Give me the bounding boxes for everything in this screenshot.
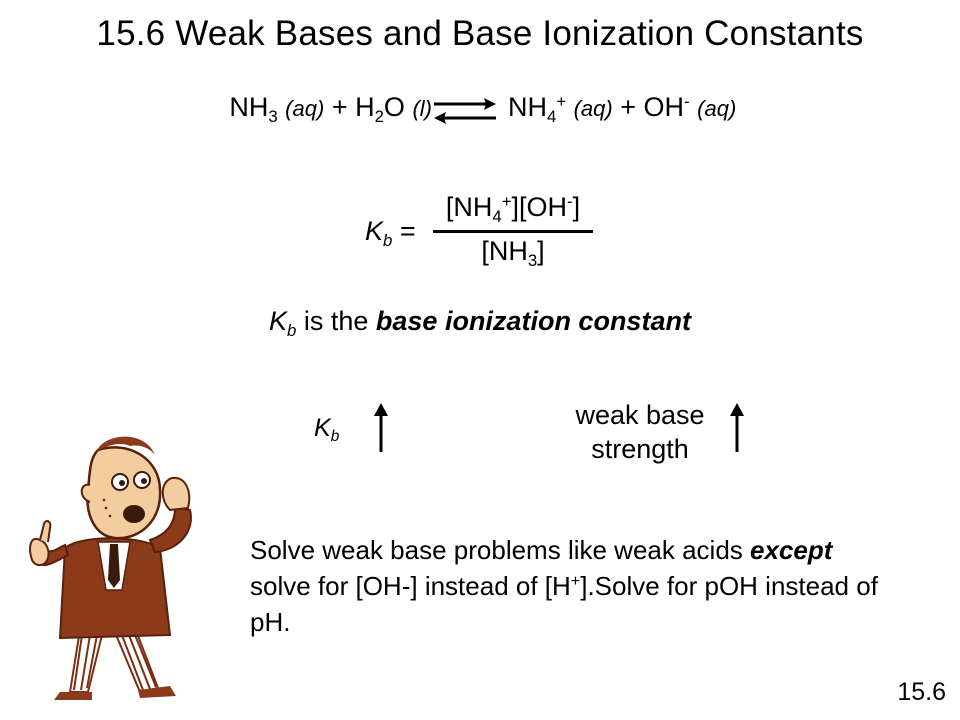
kb-symbol: $K_b$ = [365, 216, 416, 250]
h2o-formula: H [355, 92, 375, 122]
slide-title: 15.6 Weak Bases and Base Ionization Constants [96, 14, 864, 53]
fraction-numerator: $[NH_4^+][OH^-]$ [445, 191, 581, 226]
shouting-man-illustration [10, 430, 240, 705]
solve-instructions: Solve weak base problems like weak acids except solve for [OH-] instead of [H+].Solve for pOH instead of pH. [250, 535, 878, 637]
kb-up-arrow-icon [370, 402, 392, 454]
fraction-denominator: $[NH_3]$ [481, 236, 545, 270]
kb-definition: $K_b$ is the base ionization constant [269, 306, 691, 340]
kb-expression [365, 192, 615, 272]
nh3-formula: NH [229, 92, 269, 122]
nh4-formula: NH [508, 92, 547, 122]
strength-up-arrow-icon [726, 402, 748, 454]
oh-formula: OH [643, 92, 685, 122]
equilibrium-arrows-icon [430, 94, 500, 126]
state-aq: (aq) [285, 96, 325, 121]
kb-label: $K_b$ [314, 414, 340, 446]
fraction-bar [433, 230, 593, 233]
weak-base-strength-label: weak base strength [575, 400, 705, 464]
definition-term: base ionization constant [375, 306, 691, 336]
state-l: (l) [412, 96, 432, 121]
equation-products: $NH_4^+$ (aq) + OH- (aq) [508, 91, 737, 126]
slide-number: 15.6 [897, 678, 946, 706]
equation-reactants: $NH_3$ $(aq) + H_2O$ (l) [229, 92, 432, 126]
except-emphasis: except [750, 535, 833, 565]
